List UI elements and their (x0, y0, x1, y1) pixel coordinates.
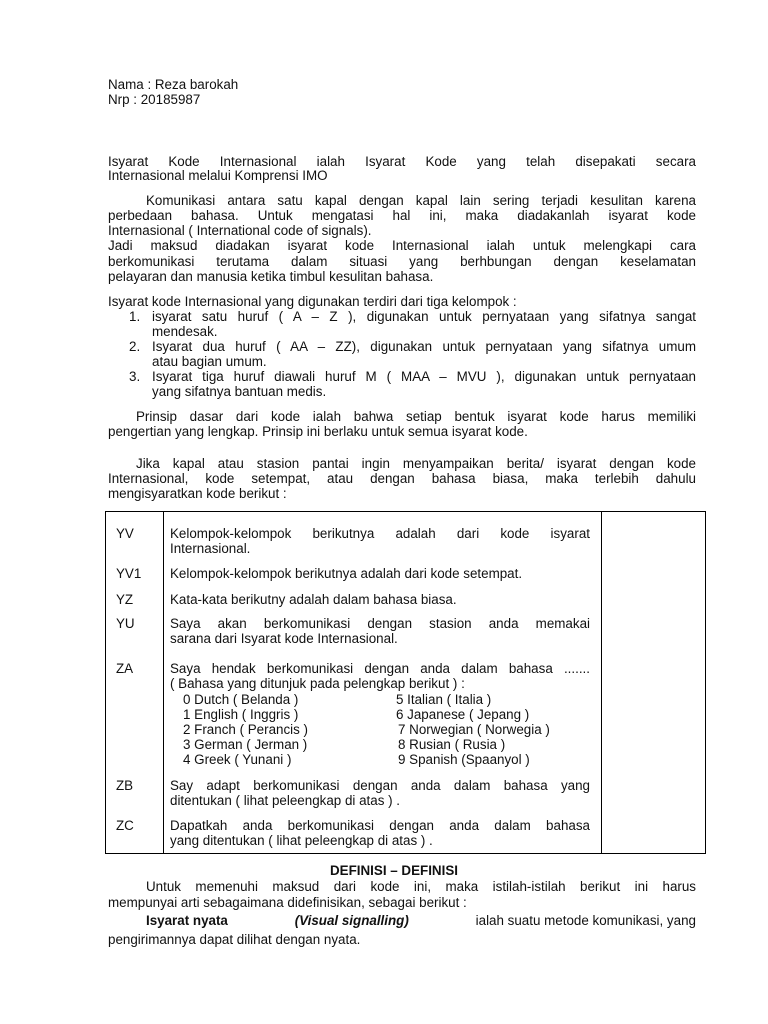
blank-column (602, 512, 706, 854)
definition-visual-signalling (146, 913, 696, 928)
language-5: 5 Italian ( Italia ) (396, 692, 492, 707)
language-0: 0 Dutch ( Belanda ) (183, 692, 299, 707)
intro-p3-line1: Jadi maksud diadakan isyarat kode Internasional ialah untuk melengkapi cara (108, 238, 696, 253)
definitions-line1: Untuk memenuhi maksud dari kode ini, maka istilah-istilah berikut ini harus (146, 879, 696, 894)
intro-p3-line2: berkomunikasi terutama dalam situasi yang berhbungan dengan keselamatan (108, 254, 696, 269)
meaning-yv-line2: Internasional. (170, 541, 251, 556)
meaning-za-line1: Saya hendak berkomunikasi dengan anda dalam bahasa ....... (170, 661, 590, 676)
meaning-zc-line2: yang ditentukan ( lihat peleengkap di atas ) . (170, 833, 433, 848)
meaning-zb-line2: ditentukan ( lihat peleengkap di atas ) . (170, 793, 401, 808)
code-yu: YU (116, 616, 135, 631)
code-zc: ZC (116, 818, 134, 833)
term-definition-text: ialah suatu metode komunikasi, yang (475, 913, 696, 928)
group-item-2-num: 2. (129, 339, 141, 354)
principle-line1: Prinsip dasar dari kode ialah bahwa setiap bentuk isyarat kode harus memiliki (136, 409, 696, 424)
intro-p1-line1: Isyarat Kode Internasional ialah Isyarat Kode yang telah disepakati secara (108, 154, 696, 169)
intro-p1-line2: Internasional melalui Komprensi IMO (108, 168, 328, 183)
group-item-3-line1: Isyarat tiga huruf diawali huruf M ( MAA – MVU ), digunakan untuk pernyataan (152, 369, 696, 384)
code-yv: YV (116, 526, 134, 541)
name-line: Nama : Reza barokah (108, 77, 239, 92)
language-1: 1 English ( Inggris ) (183, 707, 299, 722)
group-item-1-num: 1. (129, 309, 141, 324)
code-za: ZA (116, 661, 134, 676)
group-item-2-line1: Isyarat dua huruf ( AA – ZZ), digunakan untuk pernyataan yang sifatnya umum (152, 339, 696, 354)
language-9: 9 Spanish (Spaanyol ) (398, 752, 530, 767)
meaning-yv1: Kelompok-kelompok berikutnya adalah dari kode setempat. (170, 566, 523, 581)
code-yz: YZ (116, 592, 134, 607)
definitions-line4: pengirimannya dapat dilihat dengan nyata. (108, 932, 361, 947)
principle-line2: pengertian yang lengkap. Prinsip ini berlaku untuk semua isyarat kode. (108, 424, 528, 439)
intro-p3-line3: pelayaran dan manusia ketika timbul kesulitan bahasa. (108, 269, 434, 284)
language-8: 8 Rusian ( Rusia ) (398, 737, 506, 752)
definitions-title: DEFINISI – DEFINISI (330, 863, 458, 878)
meaning-zb-line1: Say adapt berkomunikasi dengan anda dalam bahasa yang (170, 778, 590, 793)
term-visual-signalling: (Visual signalling) (294, 913, 409, 928)
station-line3: mengisyaratkan kode berikut : (108, 486, 287, 501)
intro-p2-line2: perbedaan bahasa. Untuk mengatasi hal ini, maka diadakanlah isyarat kode (108, 208, 696, 223)
language-3: 3 German ( Jerman ) (183, 737, 308, 752)
groups-lead: Isyarat kode Internasional yang digunakan terdiri dari tiga kelompok : (108, 294, 517, 309)
language-4: 4 Greek ( Yunani ) (183, 752, 292, 767)
station-line2: Internasional, kode setempat, atau dengan bahasa biasa, maka terlebih dahulu (108, 471, 696, 486)
term-isyarat-nyata: Isyarat nyata (146, 913, 228, 928)
intro-p2-line3: Internasional ( International code of signals). (108, 223, 372, 238)
meaning-yu-line1: Saya akan berkomunikasi dengan stasion anda memakai (170, 616, 590, 631)
language-6: 6 Japanese ( Jepang ) (396, 707, 530, 722)
code-column (106, 512, 164, 854)
station-line1: Jika kapal atau stasion pantai ingin menyampaikan berita/ isyarat dengan kode (136, 456, 696, 471)
meaning-yz: Kata-kata berikutny adalah dalam bahasa biasa. (170, 592, 457, 607)
language-7: 7 Norwegian ( Norwegia ) (398, 722, 550, 737)
group-item-1-line1: isyarat satu huruf ( A – Z ), digunakan untuk pernyataan yang sifatnya sangat (152, 309, 696, 324)
language-2: 2 Franch ( Perancis ) (183, 722, 309, 737)
nrp-line: Nrp : 20185987 (108, 92, 201, 107)
group-item-3-line2: yang sifatnya bantuan medis. (152, 384, 327, 399)
group-item-1-line2: mendesak. (152, 324, 218, 339)
group-item-2-line2: atau bagian umum. (152, 354, 267, 369)
code-zb: ZB (116, 778, 134, 793)
code-yv1: YV1 (116, 566, 142, 581)
meaning-yu-line2: sarana dari Isyarat kode Internasional. (170, 631, 398, 646)
group-item-3-num: 3. (129, 369, 141, 384)
meaning-za-line2: ( Bahasa yang ditunjuk pada pelengkap berikut ) : (170, 676, 465, 691)
meaning-zc-line1: Dapatkah anda berkomunikasi dengan anda dalam bahasa (170, 818, 590, 833)
meaning-yv-line1: Kelompok-kelompok berikutnya adalah dari kode isyarat (170, 526, 590, 541)
intro-p2-line1: Komunikasi antara satu kapal dengan kapal lain sering terjadi kesulitan karena (146, 193, 696, 208)
definitions-line2: mempunyai arti sebagaimana didefinisikan, sebagai berikut : (108, 895, 467, 910)
